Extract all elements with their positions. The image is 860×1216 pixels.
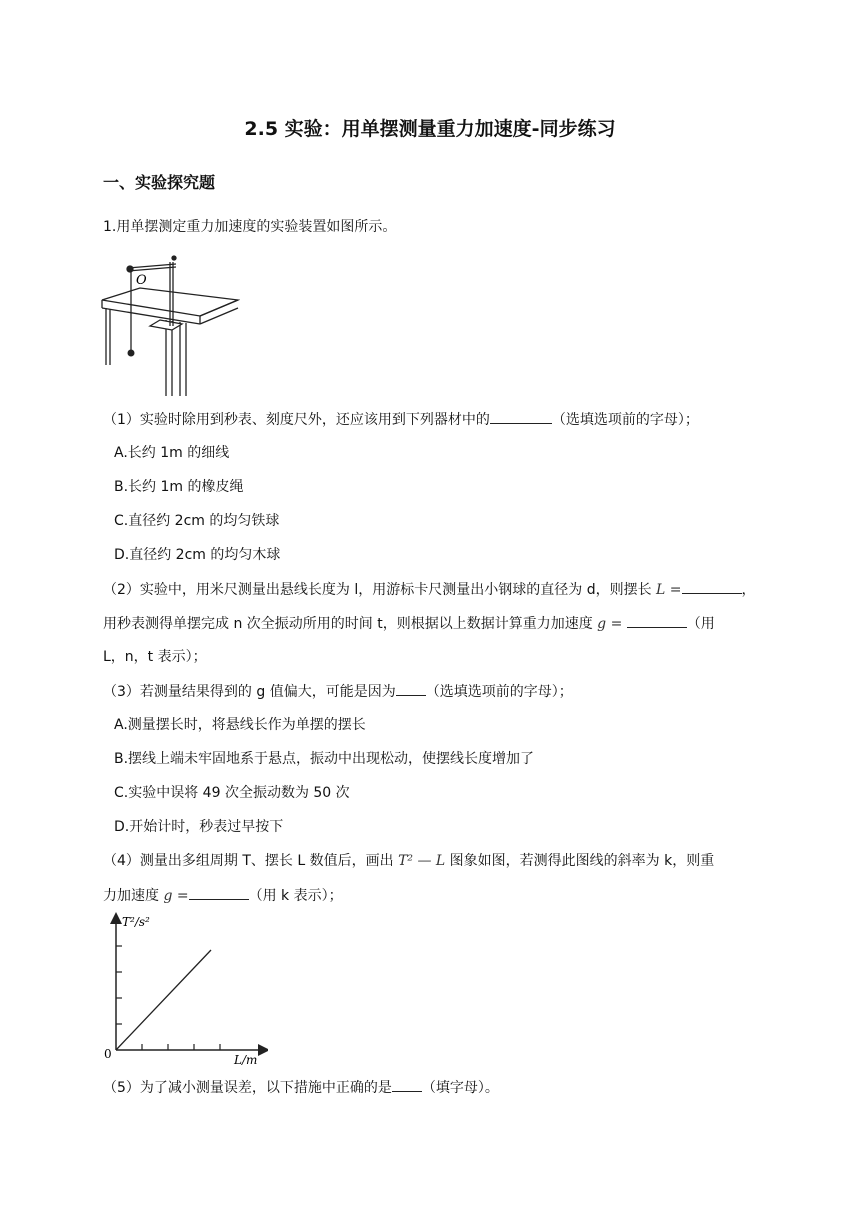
answer-blank[interactable] <box>189 885 249 900</box>
y-axis-label: T²/s² <box>122 915 150 929</box>
t-squared-vs-l-chart <box>98 910 268 1068</box>
origin-label: 0 <box>104 1047 112 1061</box>
answer-blank[interactable] <box>627 613 687 628</box>
part-3-prompt: （3）若测量结果得到的 g 值偏大，可能是因为 （选填选项前的字母）； <box>103 681 573 702</box>
page-title: 2.5 实验：用单摆测量重力加速度-同步练习 <box>244 118 616 140</box>
part-1-option-c: C.直径约 2cm 的均匀铁球 <box>114 513 280 529</box>
data-line <box>116 950 211 1050</box>
part-3-option-a: A.测量摆长时，将悬线长作为单摆的摆长 <box>114 717 366 733</box>
math-g-equals: g = <box>163 888 189 904</box>
part-1-prompt: （1）实验时除用到秒表、刻度尺外，还应该用到下列器材中的 （选填选项前的字母）； <box>103 409 699 430</box>
math-t-squared-l: T² — L <box>398 853 446 869</box>
part-1-option-b: B.长约 1m 的橡皮绳 <box>114 479 244 495</box>
answer-blank[interactable] <box>490 409 552 424</box>
x-axis-label: L/m <box>234 1053 258 1067</box>
part-1-option-d: D.直径约 2cm 的均匀木球 <box>114 547 281 563</box>
answer-blank[interactable] <box>396 681 426 696</box>
section-heading: 一、实验探究题 <box>103 173 216 192</box>
pendulum-apparatus-figure <box>100 250 240 400</box>
part-2-line-2: 用秒表测得单摆完成 n 次全振动所用的时间 t，则根据以上数据计算重力加速度 g = （用 <box>103 613 715 634</box>
part-2-line-3: L，n，t 表示）； <box>103 649 207 665</box>
part-3-option-b: B.摆线上端未牢固地系于悬点，振动中出现松动，使摆线长度增加了 <box>114 751 535 767</box>
answer-blank[interactable] <box>392 1077 422 1092</box>
part-3-option-d: D.开始计时，秒表过早按下 <box>114 819 284 835</box>
question-1-stem: 1.用单摆测定重力加速度的实验装置如图所示。 <box>103 219 397 235</box>
part-1-option-a: A.长约 1m 的细线 <box>114 445 230 461</box>
part-5-prompt: （5）为了减小测量误差，以下措施中正确的是 （填字母）。 <box>103 1077 499 1098</box>
x-axis-ticks <box>142 1044 220 1050</box>
y-axis-ticks <box>116 946 122 1024</box>
part-4-line-2: 力加速度 g = （用 k 表示）； <box>103 885 343 906</box>
part-3-option-c: C.实验中误将 49 次全振动数为 50 次 <box>114 785 350 801</box>
answer-blank[interactable] <box>682 579 742 594</box>
pivot-label-o: O <box>136 273 147 288</box>
part-2-line-1: （2）实验中，用米尺测量出悬线长度为 l，用游标卡尺测量出小钢球的直径为 d，则摆长 L = ， <box>103 579 756 600</box>
part-4-line-1: （4）测量出多组周期 T、摆长 L 数值后，画出 T² — L 图象如图，若测得此图线的斜率为 k，则重 <box>103 853 715 869</box>
math-l-equals: L = <box>656 582 682 598</box>
math-g-equals: g = <box>597 616 623 632</box>
